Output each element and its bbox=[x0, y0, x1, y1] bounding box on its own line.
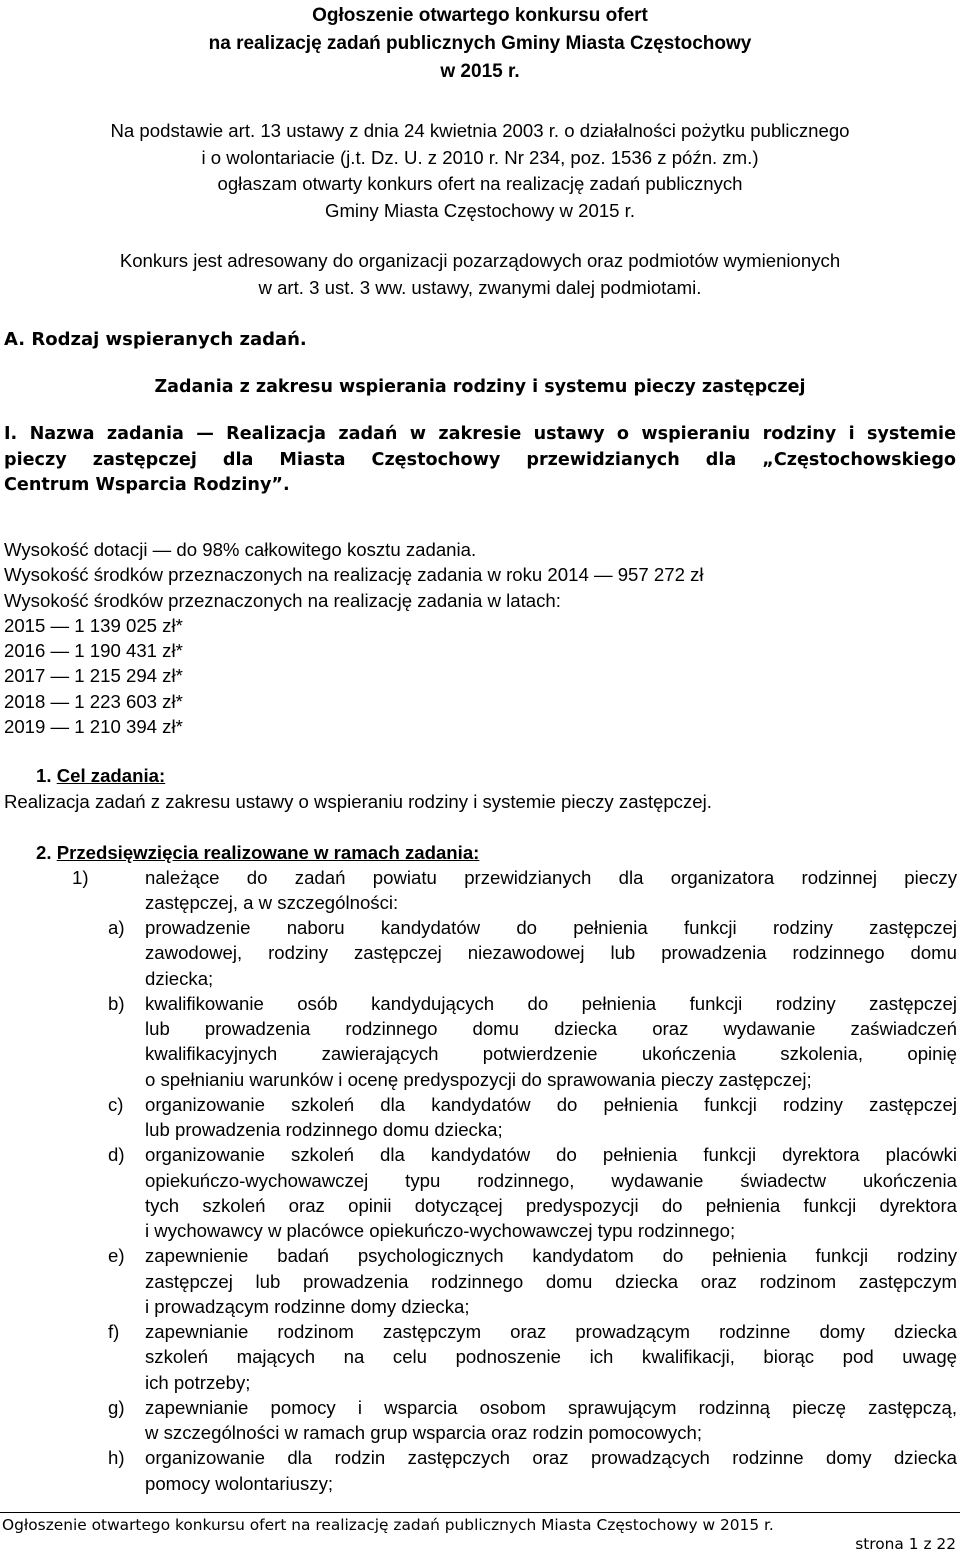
legal-basis-paragraph bbox=[0, 118, 960, 224]
list-item-label: a) bbox=[108, 917, 125, 938]
funding-block bbox=[4, 537, 704, 739]
projects-heading bbox=[36, 840, 479, 865]
list-item-line: kwalifikowanie osób kandydujących do pełnienia funkcji rodziny zastępczej bbox=[145, 992, 957, 1014]
goal-number: 1. bbox=[36, 765, 52, 786]
list-item-label: c) bbox=[108, 1093, 124, 1115]
list-item-line: prowadzenie naboru kandydatów do pełnienia funkcji rodziny zastępczej bbox=[145, 917, 957, 938]
funding-line: 2015 — 1 139 025 zł* bbox=[4, 614, 183, 636]
paragraph-line: I. Nazwa zadania — Realizacja zadań w zakresie ustawy o wspieraniu rodziny i systemie bbox=[4, 424, 956, 444]
section-heading: A. Rodzaj wspieranych zadań. bbox=[4, 329, 307, 350]
funding-line: Wysokość środków przeznaczonych na realizację zadania w roku 2014 — 957 272 zł bbox=[4, 564, 704, 586]
list-item-line: i prowadzącym rodzinne domy dziecka; bbox=[145, 1295, 470, 1317]
list-item-line: zapewnienie badań psychologicznych kandydatom do pełnienia funkcji rodziny bbox=[145, 1245, 957, 1267]
paragraph-line: ogłaszam otwarty konkurs ofert na realizację zadań publicznych bbox=[217, 173, 743, 194]
funding-line: 2018 — 1 223 603 zł* bbox=[4, 690, 183, 712]
paragraph-line: Konkurs jest adresowany do organizacji pozarządowych oraz podmiotów wymienionych bbox=[119, 250, 841, 271]
list-item-label: e) bbox=[108, 1245, 125, 1267]
document-title bbox=[0, 2, 960, 86]
list-item-line: tych szkoleń oraz opinii dotyczącej predyspozycji do pełnienia funkcji dyrektora bbox=[145, 1194, 957, 1216]
paragraph-line: Na podstawie art. 13 ustawy z dnia 24 kwietnia 2003 r. o działalności pożytku publicznego bbox=[110, 120, 850, 141]
list-item-line: zawodowej, rodziny zastępczej niezawodowej lub prowadzenia rodzinnego domu bbox=[145, 942, 957, 964]
list-item-text bbox=[145, 991, 957, 1092]
addressed-paragraph bbox=[0, 247, 960, 301]
list-item-text bbox=[145, 1445, 957, 1496]
list-item-text bbox=[145, 915, 957, 991]
goal-heading-text: Cel zadania: bbox=[56, 765, 166, 786]
list-item-line: ich potrzeby; bbox=[145, 1371, 251, 1393]
title-line: w 2015 r. bbox=[440, 61, 520, 82]
title-line: na realizację zadań publicznych Gminy Miasta Częstochowy bbox=[208, 33, 752, 54]
list-item-label: b) bbox=[108, 992, 125, 1014]
list-item-line: organizowanie szkoleń dla kandydatów do pełnienia funkcji dyrektora placówki bbox=[145, 1144, 957, 1166]
funding-line: 2017 — 1 215 294 zł* bbox=[4, 665, 183, 687]
goal-heading bbox=[36, 763, 165, 788]
funding-line: Wysokość dotacji — do 98% całkowitego kosztu zadania. bbox=[4, 539, 477, 560]
list-item-line: organizowanie szkoleń dla kandydatów do pełnienia funkcji rodziny zastępczej bbox=[145, 1093, 957, 1115]
list-item-text bbox=[145, 1142, 957, 1243]
list-item-line: lub prowadzenia rodzinnego domu dziecka oraz wydawanie zaświadczeń bbox=[145, 1018, 957, 1040]
list-item-line: w szczególności w ramach grup wsparcia oraz rodzin pomocowych; bbox=[145, 1422, 703, 1444]
list-item-line: organizowanie dla rodzin zastępczych oraz prowadzących rodzinne domy dziecka bbox=[145, 1447, 957, 1469]
list-item-line: o spełnianiu warunków i ocenę predyspozycji do sprawowania pieczy zastępczej; bbox=[145, 1068, 812, 1090]
list-item-label: h) bbox=[108, 1447, 125, 1469]
list-item-text bbox=[145, 1319, 957, 1395]
list-item-line: kwalifikacyjnych zawierających potwierdzenie ukończenia szkolenia, opinię bbox=[145, 1043, 957, 1065]
list-item-text bbox=[145, 865, 957, 916]
list-item-label: d) bbox=[108, 1144, 125, 1166]
list-item-line: i wychowawcy w placówce opiekuńczo-wychowawczej typu rodzinnego; bbox=[145, 1220, 736, 1242]
list-item-line: pomocy wolontariuszy; bbox=[145, 1472, 334, 1494]
projects-heading-text: Przedsięwzięcia realizowane w ramach zadania: bbox=[56, 842, 480, 863]
paragraph-line: pieczy zastępczej dla Miasta Częstochowy przewidzianych dla „Częstochowskiego bbox=[4, 449, 956, 470]
list-item-label: 1) bbox=[72, 867, 89, 888]
task-name-paragraph bbox=[4, 422, 956, 499]
funding-line: Wysokość środków przeznaczonych na realizację zadania w latach: bbox=[4, 589, 561, 611]
list-item-label: f) bbox=[108, 1321, 120, 1342]
funding-line: 2016 — 1 190 431 zł* bbox=[4, 640, 183, 662]
paragraph-line: w art. 3 ust. 3 ww. ustawy, zwanymi dalej podmiotami. bbox=[258, 277, 702, 298]
section-subheading: Zadania z zakresu wspierania rodziny i systemu pieczy zastępczej bbox=[154, 377, 806, 397]
list-item-line: opiekuńczo-wychowawczej typu rodzinnego, wydawanie świadectw ukończenia bbox=[145, 1169, 957, 1191]
list-item-line: zastępczej lub prowadzenia rodzinnego domu dziecka oraz rodzinom zastępczym bbox=[145, 1270, 957, 1292]
funding-line: 2019 — 1 210 394 zł* bbox=[4, 716, 183, 738]
title-line: Ogłoszenie otwartego konkursu ofert bbox=[312, 5, 648, 26]
page-number: strona 1 z 22 bbox=[855, 1535, 956, 1553]
list-item-text bbox=[145, 1243, 957, 1319]
list-item-line: lub prowadzenia rodzinnego domu dziecka; bbox=[145, 1119, 503, 1141]
list-item-text bbox=[145, 1395, 957, 1446]
list-item-label: g) bbox=[108, 1396, 125, 1418]
paragraph-line: Centrum Wsparcia Rodziny”. bbox=[4, 475, 290, 495]
goal-text: Realizacja zadań z zakresu ustawy o wspieraniu rodziny i systemie pieczy zastępczej. bbox=[4, 791, 712, 812]
projects-number: 2. bbox=[36, 842, 52, 863]
list-item-line: należące do zadań powiatu przewidzianych dla organizatora rodzinnej pieczy bbox=[145, 867, 957, 888]
footer-text: Ogłoszenie otwartego konkursu ofert na realizację zadań publicznych Miasta Częstochowy w 2015 r. bbox=[2, 1516, 774, 1534]
list-item-line: szkoleń mających na celu podnoszenie ich kwalifikacji, biorąc pod uwagę bbox=[145, 1346, 957, 1368]
page-footer bbox=[0, 1512, 960, 1553]
list-item-line: dziecka; bbox=[145, 967, 214, 989]
list-item-line: zapewnianie rodzinom zastępczym oraz prowadzącym rodzinne domy dziecka bbox=[145, 1321, 957, 1342]
list-item-line: zapewnianie pomocy i wsparcia osobom sprawującym rodzinną pieczę zastępczą, bbox=[145, 1396, 957, 1418]
list-item-line: zastępczej, a w szczególności: bbox=[145, 892, 399, 914]
list-item-text bbox=[145, 1092, 957, 1143]
paragraph-line: i o wolontariacie (j.t. Dz. U. z 2010 r. Nr 234, poz. 1536 z późn. zm.) bbox=[201, 146, 759, 168]
paragraph-line: Gminy Miasta Częstochowy w 2015 r. bbox=[324, 199, 635, 221]
